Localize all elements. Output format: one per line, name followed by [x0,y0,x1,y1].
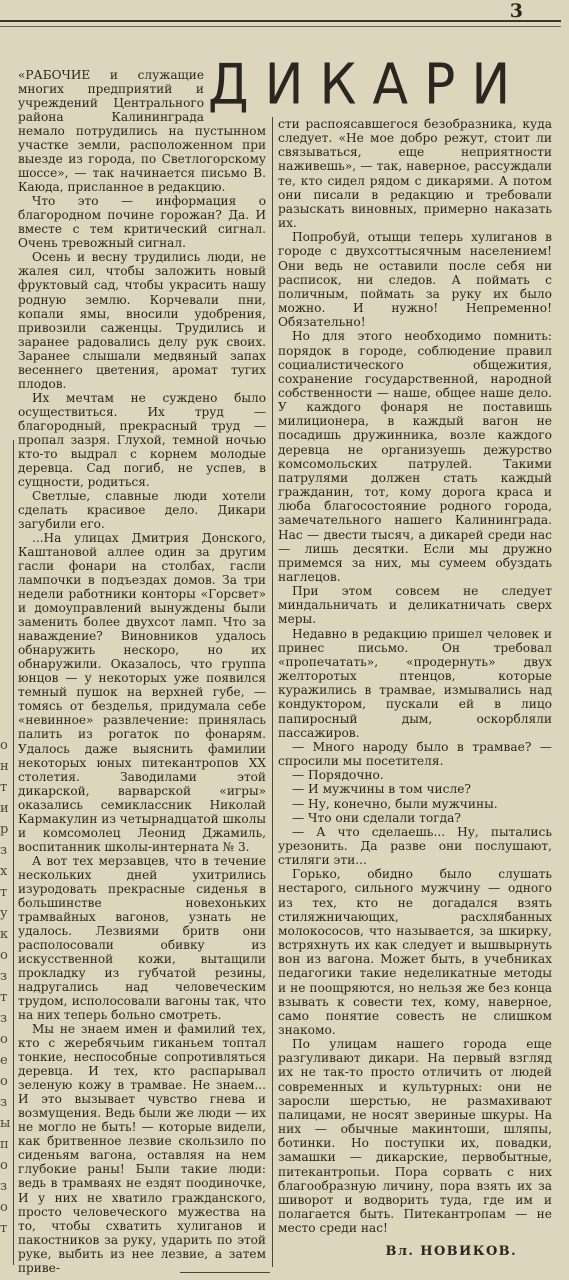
paragraph: При этом совсем не следует миндальничать и деликатничать сверх меры. [278,584,552,627]
edge-letter: к [0,927,9,942]
edge-letter: о [0,738,8,753]
edge-letter: о [0,948,8,963]
edge-letter: о [0,1032,8,1047]
edge-letter: р [0,822,9,837]
headline: ДИКАРИ [208,52,527,118]
paragraph: ...На улицах Дмитрия Донского, Каштановой аллее один за другим гасли фонари на столбах, гасли лампочки в подъездах домов. За три недели работники конторы «Горсвет» и домоуправлений вынуждены были заменить более двухсот ламп. Что за наваждение? Виновников удалось обнаружить нескоро, но их обнаружили. Оказалось, что группа юнцов — у некоторых уже появился темный пушок на верхней губе, — томясь от безделья, придумала себе «невинное» развлечение: принялась палить из рогаток по фонарям. Удалось даже выяснить фамилии некоторых юных питекантропов XX столетия. Заводилами этой дикарской, варварской «игры» оказались семиклассник Николай Кармакулин из четырнадцатой школы и комсомолец Леонид Джамиль, воспитанник школы-интерната № 3. [18,531,266,854]
top-rule [0,20,561,22]
right-column [278,117,552,1235]
paragraph: Попробуй, отыщи теперь хулиганов в городе с двухсоттысячным населением! Они ведь не оставили после себя ни расписок, ни следов. А поймать с поличным, поймать за руку их было можно. И нужно! Непременно! Обязательно! [278,230,552,330]
dialogue-line: — И мужчины в том числе? [292,782,471,797]
dialogue-line: — Что они сделали тогда? [292,810,461,825]
dialogue-line: — Много народу было в трамвае? — спросили мы посетителя. [278,739,552,769]
edge-letter: х [0,864,8,879]
left-column-divider [13,440,14,1265]
paragraph: Но для этого необходимо помнить: порядок в городе, соблюдение правил социалистического общежития, сохранение государственной, народной собственности — наше, общее наше дело. У каждого фонаря не поставишь милиционера, в каждый вагон не посадишь дружинника, возле каждого деревца не организуешь дежурство комсомольских патрулей. Такими патрулями должен стать каждый гражданин, тот, кому дорога краса и люба благосостояние родного города, замечательного нашего Калининграда. Нас — двести тысяч, а дикарей среди нас — лишь десятки. Если мы дружно примемся за них, мы сумеем обуздать наглецов. [278,329,552,584]
edge-letter: т [0,780,8,795]
paragraph: Их мечтам не суждено было осуществиться. Их труд — благородный, прекрасный труд — пропал зазря. Глухой, темной ночью кто-то выдрал с корнем молодые деревца. Сад погиб, не успев, в сущности, родиться. [18,390,266,489]
center-column-divider [272,117,273,1267]
paragraph: Что это — информация о благородном почине горожан? Да. И вместе с тем критический сигнал. Очень тревожный сигнал. [18,194,266,251]
edge-letter: о [0,1200,8,1215]
paragraph: Светлые, славные люди хотели сделать красивое дело. Дикари загубили его. [18,488,266,531]
edge-letter: о [0,1158,8,1173]
edge-letter: т [0,990,8,1005]
dialogue-line: — Порядочно. [292,768,384,783]
edge-letter: з [0,969,8,984]
edge-letter: з [0,1095,8,1110]
page-number: 3 [509,0,523,22]
paragraph: Недавно в редакцию пришел человек и принес письмо. Он требовал «пропечатать», «продернуть» двух желторотых птенцов, которые куражились в трамвае, измывались над кондуктором, пускали ей в лицо папиросный дым, оскорбляли пассажиров. [278,626,552,740]
edge-letter: о [0,1074,8,1089]
edge-letter: и [0,801,9,816]
lead-paragraph: «РАБОЧИЕ и служащие многих предприятий и учреждений Центрального района Калининграда немало потрудились на пустынном участке земли, расположенном при выезде из города, по Светлогорскому шоссе», — так начинается письмо В. Каюда, присланное в редакцию. [18,68,266,195]
paragraph: Осень и весну трудились люди, не жалея сил, чтобы заложить новый фруктовый сад, чтобы украсить нашу родную землю. Корчевали пни, копали ямы, вносили удобрения, привозили саженцы. Трудились и заранее радовались делу рук своих. Заранее слышали медвяный запах весеннего цветения, аромат тугих плодов. [18,250,266,391]
edge-letter: п [0,1137,9,1152]
bottom-rule [180,1272,270,1273]
dialogue-line: — Ну, конечно, были мужчины. [292,796,498,811]
edge-letter: з [0,843,8,858]
left-edge-fragment [0,735,12,1239]
paragraph: А вот тех мерзавцев, что в течение нескольких дней ухитрились изуродовать прекрасные сиденья в большинстве новехоньких трамвайных вагонов, узнать не удалось. Лезвиями бритв они располосовали обивку из искусственной кожи, вытащили прокладку из губчатой резины, надругались над человеческим трудом, исполосовали вагоны так, что на них теперь больно смотреть. [18,853,266,1023]
edge-letter: з [0,1011,8,1026]
edge-letter: е [0,1053,8,1068]
paragraph: сти распоясавшегося безобразника, куда следует. «Не мое добро режут, стоит ли связываться, еще неприятности наживешь», — так, наверное, рассуждали те, кто сидел рядом с дикарями. А потом они писали в редакцию и требовали разыскать виновных, примерно наказать их. [278,117,552,231]
edge-letter: ы [0,1116,11,1131]
author-signature: Вл. НОВИКОВ. [385,1244,517,1259]
dialogue-line: — А что сделаешь... Ну, пытались урезонить. Да разве они послушают, стиляги эти... [278,824,552,868]
paragraph: Мы не знаем имен и фамилий тех, кто с жеребячьим гиканьем топтал тонкие, неспособные сопротивляться деревца. И тех, кто распарывал зеленую кожу в трамвае. Не знаем... И это вызывает чувство гнева и возмущения. Ведь были же люди — их не могло не быть! — которые видели, как бритвенное лезвие скользило по сиденьям вагона, оставляя на нем глубокие раны! Были такие люди: ведь в трамваях не ездят поодиночке, И у них не хватило гражданского, просто человеческого мужества на то, чтобы схватить хулиганов и пакостников за руку, ударить по этой руке, выбить из нее лезвие, а затем приве- [18,1022,266,1275]
edge-letter: т [0,1221,8,1236]
edge-letter: н [0,759,9,774]
top-rule-secondary [0,26,561,27]
left-column [18,68,266,1275]
edge-letter: у [0,906,8,921]
headline-spacer [204,68,266,114]
paragraph: По улицам нашего города еще разгуливают дикари. На первый взгляд их не так-то просто отличить от людей современных и культурных: они не заросли шерстью, не размахивают палицами, не носят звериные шкуры. На них — обычные макинтоши, шляпы, ботинки. Но поступки их, повадки, замашки — дикарские, первобытные, питекантропьи. Пора сорвать с них благообразную личину, пора взять их за шиворот и водворить туда, где им и полагается быть. Питекантропам — не место среди нас! [278,1037,552,1236]
edge-letter: т [0,885,8,900]
edge-letter: з [0,1179,8,1194]
paragraph: Горько, обидно было слушать нестарого, сильного мужчину — одного из тех, кто не догадался взять стиляжничающих, расхлябанных молокососов, что называется, за шкирку, встряхнуть их как следует и вышвырнуть вон из вагона. Может быть, в учебниках педагогики такие неделикатные методы и не поощряются, но нельзя же без конца взывать к совести тех, кому, наверное, само понятие совесть не слишком знакомо. [278,867,552,1037]
